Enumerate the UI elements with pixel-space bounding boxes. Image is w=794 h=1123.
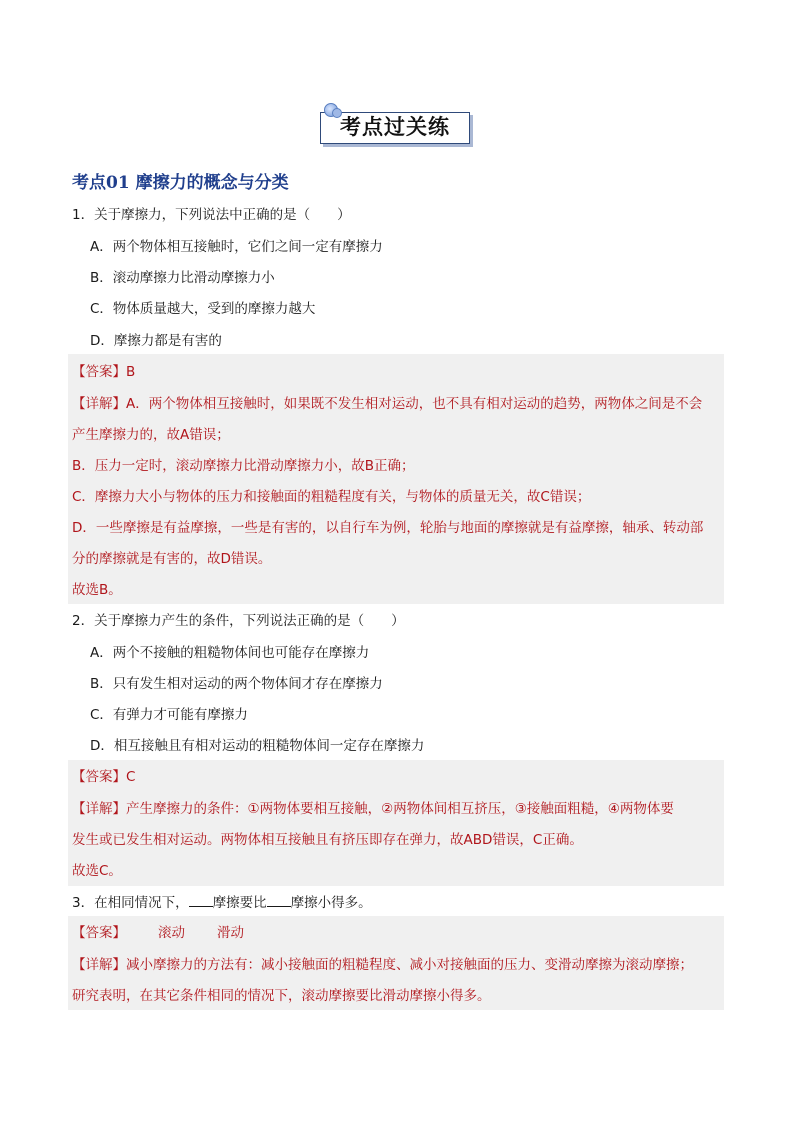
q3-blank-1 — [189, 892, 213, 907]
q3-stem — [72, 892, 372, 913]
q2-answer-box — [68, 760, 724, 886]
q3-detail-line-1 — [72, 955, 693, 975]
q1-detail-label: 【详解】 — [72, 396, 126, 412]
q2-option-a: A．两个不接触的粗糙物体间也可能存在摩擦力 — [90, 645, 370, 661]
q3-detail-label: 【详解】 — [72, 957, 126, 973]
q2-answer-label: 【答案】 — [72, 769, 126, 785]
q1-detail-line-6: 分的摩擦就是有害的，故D错误。 — [72, 551, 272, 567]
q3-answer-label: 【答案】 — [72, 925, 126, 941]
q1-detail-line-7: 故选B。 — [72, 582, 122, 598]
q1-option-b: B．滚动摩擦力比滑动摩擦力小 — [90, 270, 275, 286]
q1-option-a: A．两个物体相互接触时，它们之间一定有摩擦力 — [90, 239, 383, 255]
q2-detail-line-1 — [72, 799, 674, 819]
q1-answer — [72, 362, 135, 382]
q1-detail-line-4: C．摩擦力大小与物体的压力和接触面的粗糙程度有关，与物体的质量无关，故C错误； — [72, 489, 591, 505]
q2-detail-line-2: 发生或已发生相对运动。两物体相互接触且有挤压即存在弹力，故ABD错误，C正确。 — [72, 832, 583, 848]
q3-stem-part-2: 摩擦要比 — [212, 895, 267, 911]
q2-answer — [72, 767, 135, 787]
q2-option-c: C．有弹力才可能有摩擦力 — [90, 707, 248, 723]
q2-detail-text-1: 产生摩擦力的条件：①两物体要相互接触，②两物体间相互挤压，③接触面粗糙，④两物体要 — [126, 801, 674, 817]
q1-detail-line-3: B．压力一定时，滚动摩擦力比滑动摩擦力小，故B正确； — [72, 458, 415, 474]
q3-answer-value-2: 滑动 — [217, 925, 244, 941]
q1-option-d: D．摩擦力都是有害的 — [90, 333, 222, 349]
q2-stem: 2．关于摩擦力产生的条件，下列说法正确的是（ ） — [72, 613, 405, 629]
q1-option-c: C．物体质量越大，受到的摩擦力越大 — [90, 301, 316, 317]
q1-detail-line-2: 产生摩擦力的，故A错误； — [72, 427, 230, 443]
q2-detail-label: 【详解】 — [72, 801, 126, 817]
q1-detail-line-5: D．一些摩擦是有益摩擦，一些是有害的，以自行车为例，轮胎与地面的摩擦就是有益摩擦，轴承、转动部 — [72, 520, 704, 536]
section-banner — [317, 108, 473, 144]
q2-detail-line-3: 故选C。 — [72, 863, 122, 879]
q1-stem: 1．关于摩擦力，下列说法中正确的是（ ） — [72, 207, 351, 223]
q3-blank-2 — [267, 892, 291, 907]
q3-stem-part-3: 摩擦小得多。 — [290, 895, 372, 911]
q2-option-d: D．相互接触且有相对运动的粗糙物体间一定存在摩擦力 — [90, 738, 425, 754]
q3-stem-part-1: 3．在相同情况下， — [72, 895, 189, 911]
q2-answer-value: C — [126, 769, 136, 785]
banner-title: 考点过关练 — [340, 115, 450, 139]
q3-answer — [72, 923, 244, 943]
q1-answer-value: B — [126, 364, 136, 380]
q1-detail-text-1: A．两个物体相互接触时，如果既不发生相对运动，也不具有相对运动的趋势，两物体之间是不会 — [126, 396, 703, 412]
q3-detail-line-2: 研究表明，在其它条件相同的情况下，滚动摩擦要比滑动摩擦小得多。 — [72, 988, 491, 1004]
q3-answer-value-1: 滚动 — [158, 925, 185, 941]
q3-detail-text-1: 减小摩擦力的方法有：减小接触面的粗糙程度、减小对接触面的压力、变滑动摩擦为滚动摩擦； — [126, 957, 693, 973]
q2-option-b: B．只有发生相对运动的两个物体间才存在摩擦力 — [90, 676, 383, 692]
q1-answer-label: 【答案】 — [72, 364, 126, 380]
section-title: 考点01 摩擦力的概念与分类 — [72, 173, 289, 193]
q1-detail-line-1 — [72, 394, 702, 414]
